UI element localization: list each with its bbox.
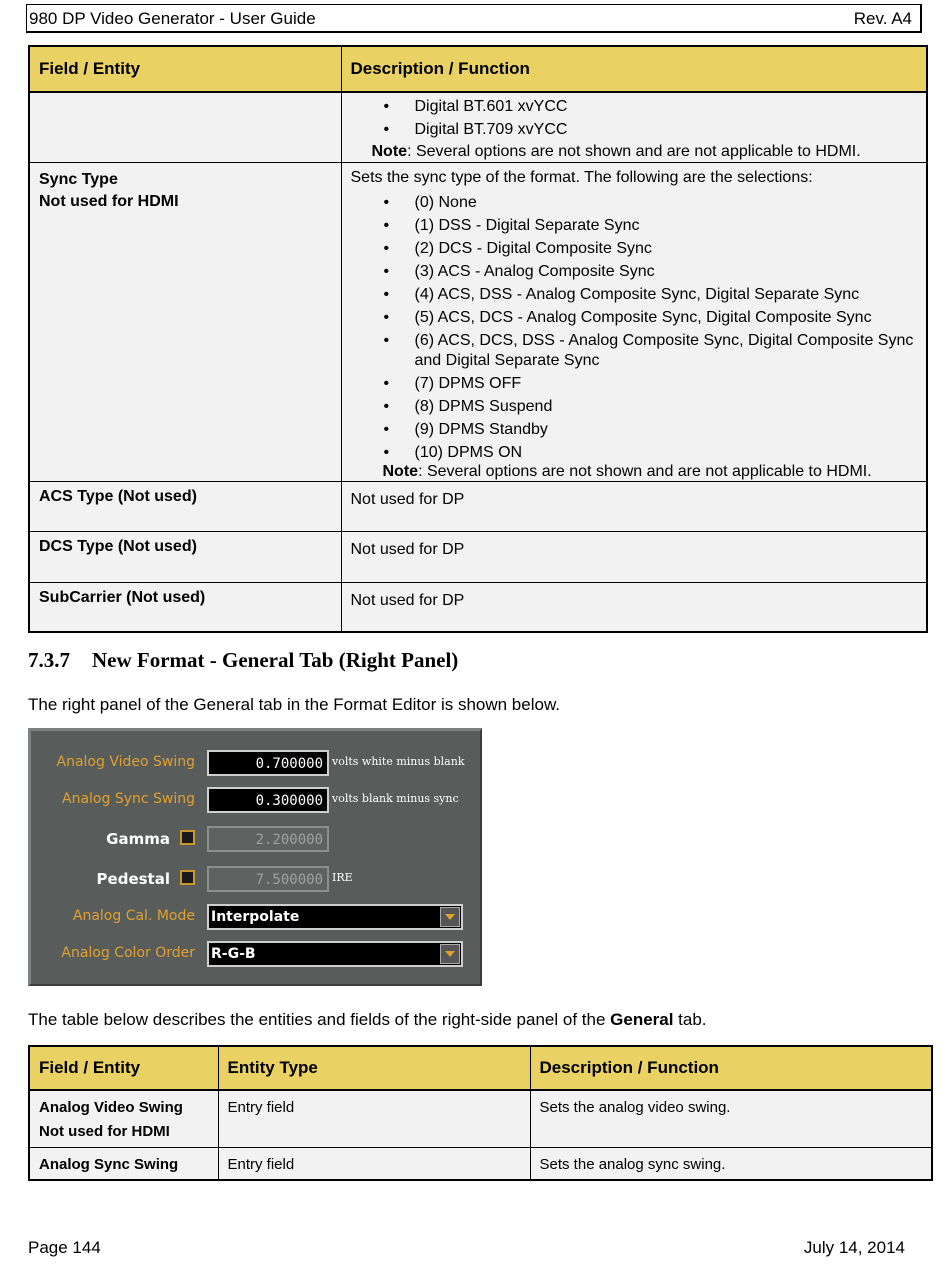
column-header: Field / Entity	[29, 46, 341, 92]
pedestal-unit: IRE	[332, 871, 353, 884]
gamma-label: Gamma	[106, 830, 170, 848]
field-cell: ACS Type (Not used)	[29, 481, 341, 531]
list-item: • (4) ACS, DSS - Analog Composite Sync, Digital Separate Sync	[351, 285, 927, 305]
note-text: : Several options are not shown and are not applicable to HDMI.	[418, 462, 872, 480]
table-row	[29, 92, 927, 162]
page-header	[26, 4, 922, 33]
general-tab-right-panel	[28, 728, 482, 986]
list-item: • (5) ACS, DCS - Analog Composite Sync, Digital Composite Sync	[351, 308, 927, 328]
table-row	[29, 531, 927, 582]
description-intro: Sets the sync type of the format. The following are the selections:	[350, 168, 813, 186]
list-item: • (9) DPMS Standby	[351, 420, 927, 440]
field-cell	[29, 1090, 218, 1147]
pedestal-label: Pedestal	[96, 870, 170, 888]
field-cell: Analog Sync Swing	[29, 1147, 218, 1180]
general-tab-fields-table	[28, 1045, 933, 1181]
list-item: • (8) DPMS Suspend	[351, 397, 927, 417]
chevron-down-icon[interactable]	[440, 944, 460, 964]
list-item: • Digital BT.709 xvYCC	[351, 120, 927, 140]
document-title: 980 DP Video Generator - User Guide	[29, 9, 316, 28]
field-cell	[29, 92, 341, 162]
field-cell	[29, 162, 341, 481]
type-cell: Entry field	[218, 1090, 530, 1147]
table-description-paragraph	[28, 1010, 707, 1030]
color-order-row	[31, 941, 480, 967]
list-item: • (10) DPMS ON	[351, 443, 927, 463]
type-cell: Entry field	[218, 1147, 530, 1180]
description-cell: Not used for DP	[341, 582, 927, 632]
column-header: Description / Function	[530, 1046, 932, 1090]
sync-swing-input[interactable]: 0.300000	[207, 787, 329, 813]
field-subtitle: Not used for HDMI	[39, 1123, 170, 1140]
publication-date: July 14, 2014	[803, 1238, 905, 1257]
cal-mode-label: Analog Cal. Mode	[72, 908, 195, 924]
list-item: • (2) DCS - Digital Composite Sync	[351, 239, 927, 259]
desc-text-end: tab.	[673, 1010, 707, 1029]
list-item: • Digital BT.601 xvYCC	[351, 97, 927, 117]
note	[351, 143, 927, 161]
table-row	[29, 162, 927, 481]
color-order-dropdown[interactable]	[207, 941, 463, 967]
sync-swing-label: Analog Sync Swing	[62, 791, 195, 807]
color-order-label: Analog Color Order	[61, 945, 195, 961]
cal-mode-dropdown[interactable]	[207, 904, 463, 930]
section-number: 7.3.7	[28, 648, 70, 672]
field-cell: DCS Type (Not used)	[29, 531, 341, 582]
table-row	[29, 582, 927, 632]
description-cell	[341, 92, 927, 162]
field-cell: SubCarrier (Not used)	[29, 582, 341, 632]
description-cell: Not used for DP	[341, 481, 927, 531]
gamma-row	[31, 826, 480, 852]
table-row	[29, 481, 927, 531]
section-heading	[28, 648, 458, 673]
table-row	[29, 1090, 932, 1147]
revision: Rev. A4	[853, 9, 912, 28]
pedestal-checkbox[interactable]	[180, 870, 195, 885]
list-item: • (0) None	[351, 193, 927, 213]
intro-paragraph: The right panel of the General tab in the Format Editor is shown below.	[28, 695, 561, 714]
description-cell: Sets the analog video swing.	[530, 1090, 932, 1147]
sync-swing-row	[31, 787, 480, 813]
gamma-checkbox[interactable]	[180, 830, 195, 845]
list-item: • (1) DSS - Digital Separate Sync	[351, 216, 927, 236]
desc-text: The table below describes the entities and fields of the right-side panel of the	[28, 1010, 611, 1029]
table-row	[29, 1147, 932, 1180]
field-name: Analog Video Swing	[39, 1099, 183, 1116]
list-item: • (7) DPMS OFF	[351, 374, 927, 394]
video-swing-row	[31, 750, 480, 776]
note-label: Note	[371, 143, 408, 160]
note-label: Note	[382, 462, 419, 480]
video-swing-label: Analog Video Swing	[56, 754, 195, 770]
desc-bold: General	[610, 1010, 674, 1029]
note	[351, 463, 927, 481]
field-name: Sync Type	[39, 170, 118, 188]
list-item: • (3) ACS - Analog Composite Sync	[351, 262, 927, 282]
chevron-down-icon[interactable]	[440, 907, 460, 927]
cal-mode-value: Interpolate	[211, 909, 300, 925]
column-header: Field / Entity	[29, 1046, 218, 1090]
column-header: Entity Type	[218, 1046, 530, 1090]
description-cell: Sets the analog sync swing.	[530, 1147, 932, 1180]
cal-mode-row	[31, 904, 480, 930]
pedestal-input[interactable]: 7.500000	[207, 866, 329, 892]
gamma-input[interactable]: 2.200000	[207, 826, 329, 852]
sync-swing-unit: volts blank minus sync	[332, 792, 459, 805]
field-subtitle: Not used for HDMI	[39, 192, 179, 210]
description-cell	[341, 162, 927, 481]
page-number: Page 144	[28, 1238, 101, 1257]
sync-fields-table	[28, 45, 928, 633]
color-order-value: R-G-B	[211, 946, 256, 962]
column-header: Description / Function	[341, 46, 927, 92]
description-cell: Not used for DP	[341, 531, 927, 582]
list-item: • (6) ACS, DCS, DSS - Analog Composite Sync, Digital Composite Sync and Digital Separate Sync	[351, 331, 927, 371]
video-swing-unit: volts white minus blank	[332, 755, 465, 768]
section-title: New Format - General Tab (Right Panel)	[92, 648, 459, 672]
pedestal-row	[31, 866, 480, 892]
note-text: : Several options are not shown and are not applicable to HDMI.	[407, 143, 861, 160]
video-swing-input[interactable]: 0.700000	[207, 750, 329, 776]
